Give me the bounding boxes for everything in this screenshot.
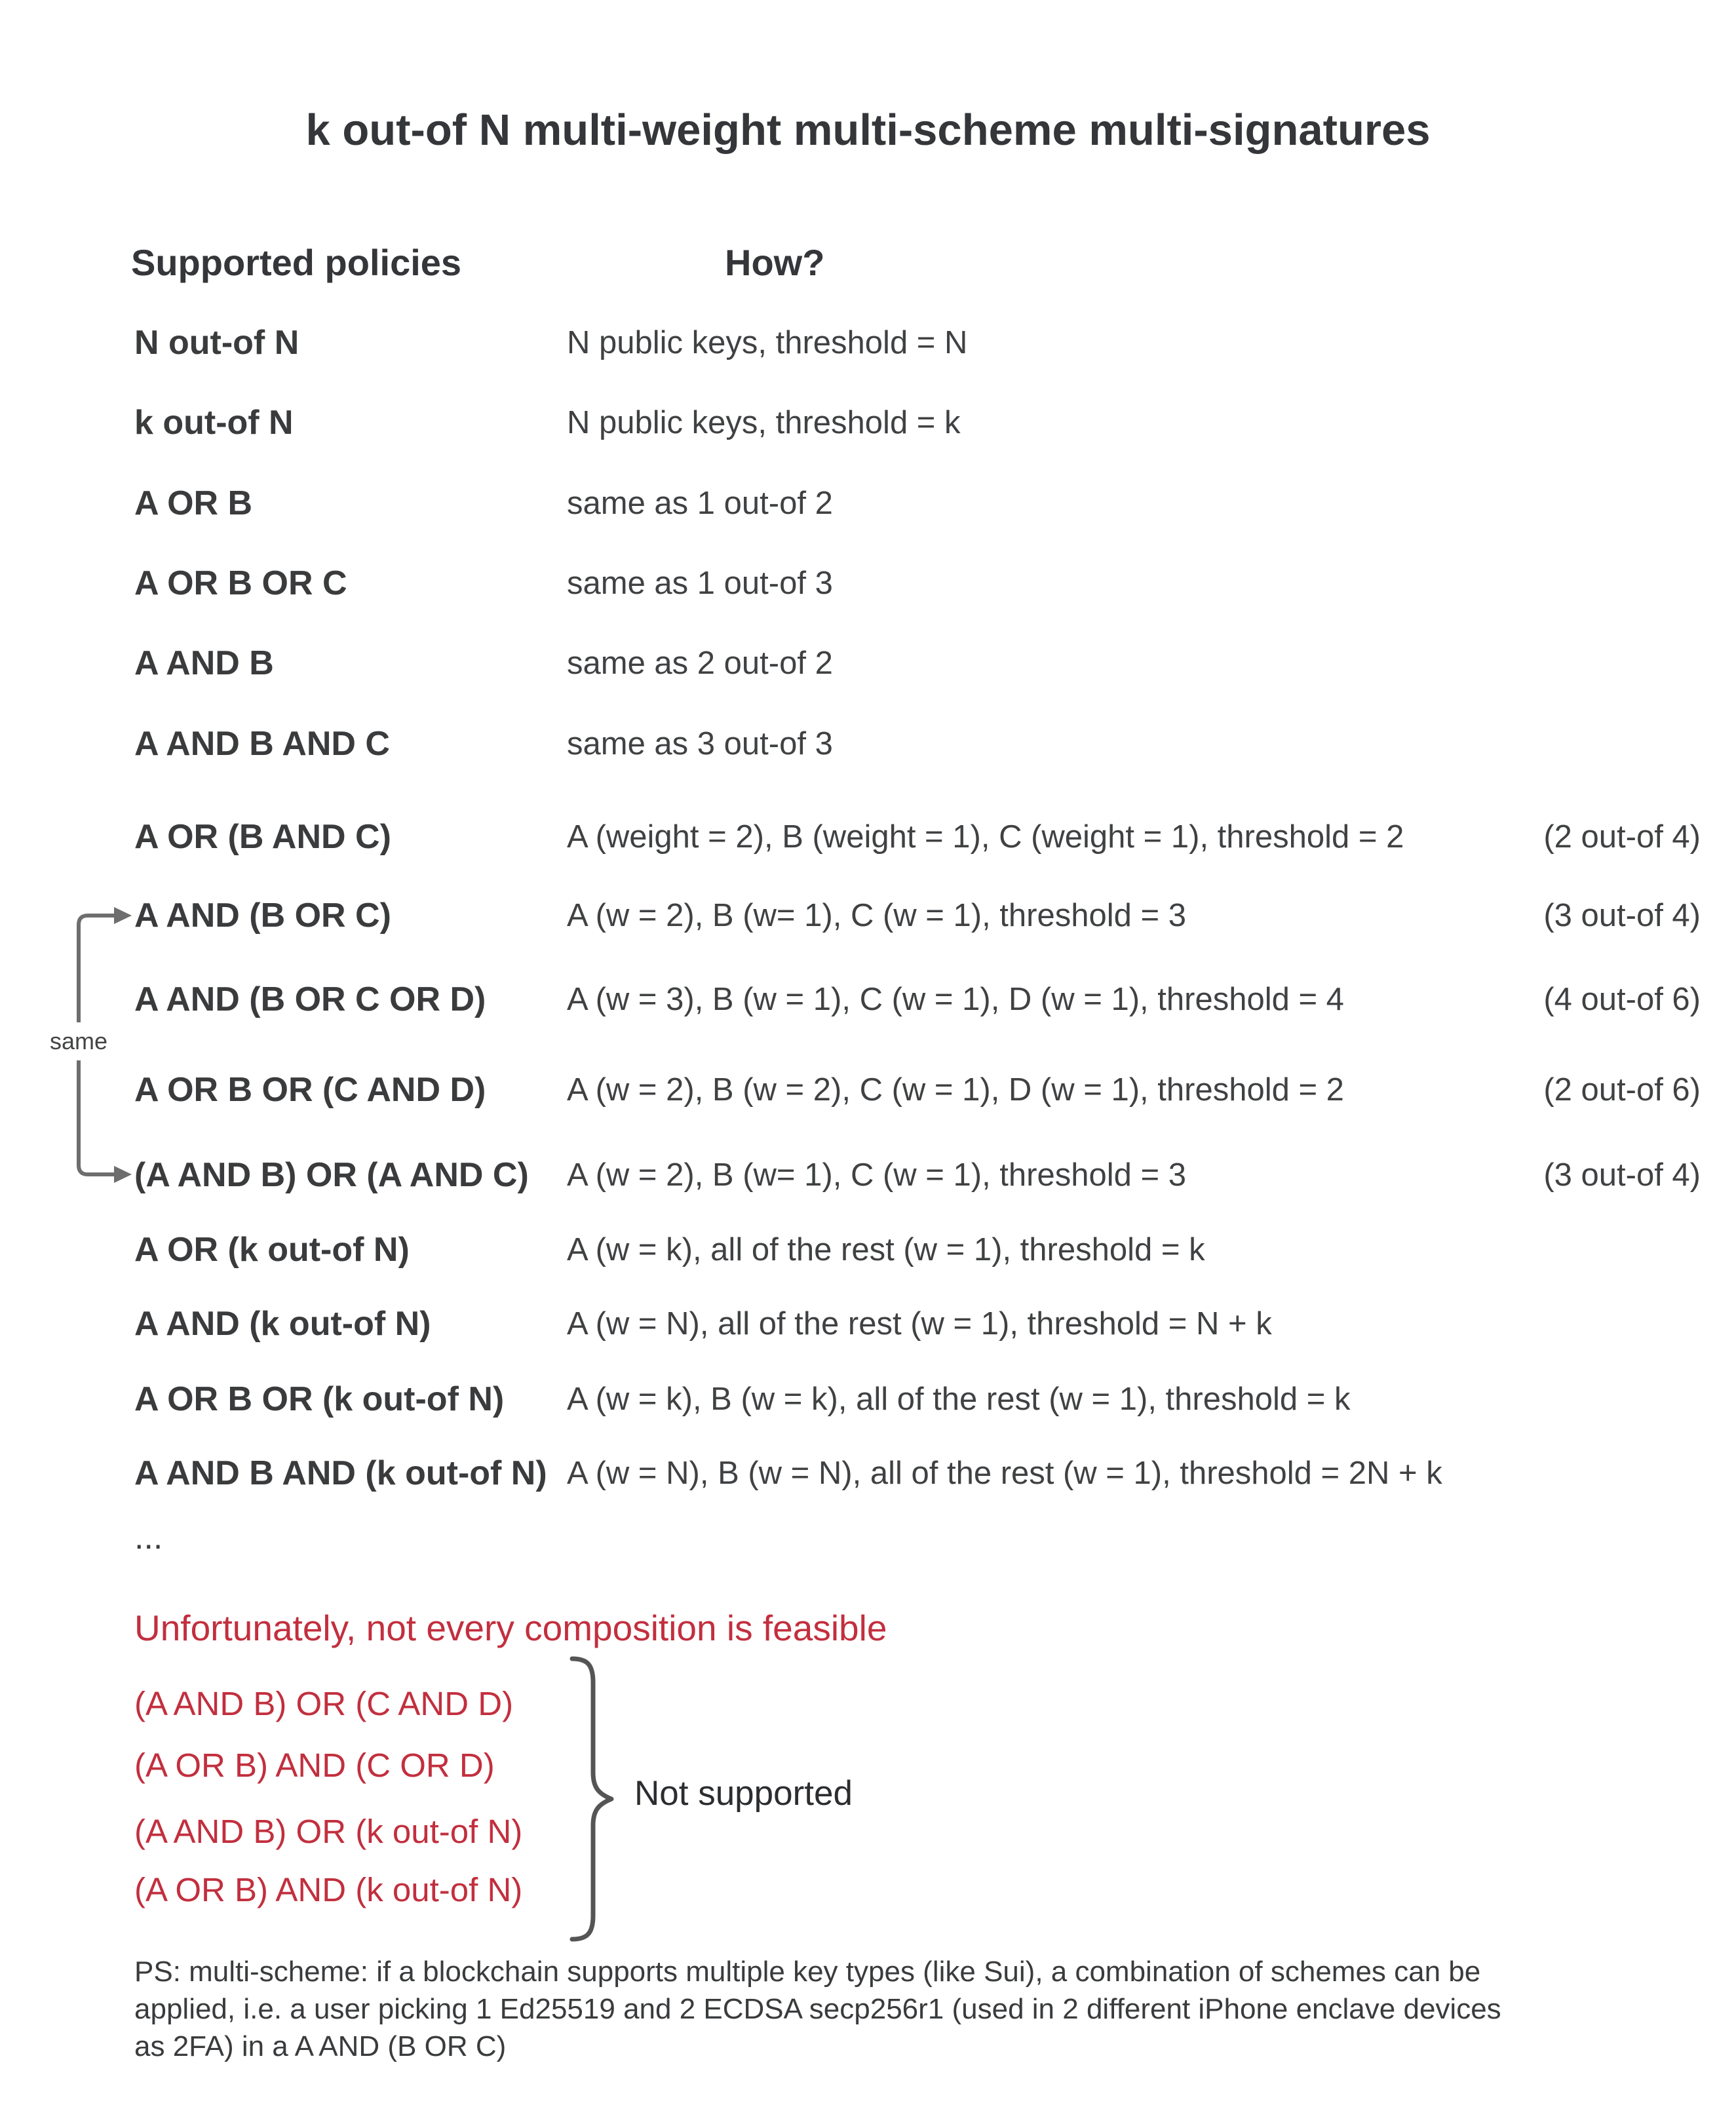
how-text: A (w = N), all of the rest (w = 1), threshold = N + k: [567, 1306, 1272, 1342]
table-row: [0, 476, 1736, 530]
table-row: [0, 1297, 1736, 1351]
how-text: A (w = 2), B (w= 1), C (w = 1), threshold = 3: [567, 1157, 1186, 1193]
table-row: [0, 396, 1736, 450]
table-row: [0, 810, 1736, 864]
ps-note-line: PS: multi-scheme: if a blockchain supports multiple key types (like Sui), a combination of schemes can be: [134, 1956, 1481, 1988]
how-text: same as 2 out-of 2: [567, 646, 833, 681]
how-text: A (w = N), B (w = N), all of the rest (w = 1), threshold = 2N + k: [567, 1456, 1442, 1491]
table-row: [0, 717, 1736, 771]
curly-brace-icon: [567, 1655, 626, 1943]
table-row: [0, 1223, 1736, 1277]
how-text: same as 3 out-of 3: [567, 726, 833, 762]
how-text: A (weight = 2), B (weight = 1), C (weight = 1), threshold = 2: [567, 819, 1404, 855]
policy-label: A OR B OR C: [134, 564, 347, 602]
infeasible-item: (A OR B) AND (k out-of N): [134, 1871, 523, 1908]
policy-label: A AND B AND (k out-of N): [134, 1454, 547, 1492]
how-text: N public keys, threshold = N: [567, 325, 968, 360]
table-row: [0, 636, 1736, 690]
infeasible-heading: Unfortunately, not every composition is feasible: [134, 1608, 887, 1648]
how-text: A (w = 2), B (w = 2), C (w = 1), D (w = 1), threshold = 2: [567, 1072, 1344, 1108]
policy-label: (A AND B) OR (A AND C): [134, 1156, 529, 1194]
how-text: A (w = 2), B (w= 1), C (w = 1), threshold = 3: [567, 898, 1186, 933]
not-supported-label: Not supported: [634, 1774, 853, 1813]
policy-label: A OR B OR (k out-of N): [134, 1380, 505, 1418]
out-of-note: (3 out-of 4): [1543, 1157, 1701, 1193]
ps-note: [134, 1953, 1707, 2065]
table-row: [0, 556, 1736, 610]
ps-note-line: applied, i.e. a user picking 1 Ed25519 and 2 ECDSA secp256r1 (used in 2 different iPhone enclave devices: [134, 1993, 1501, 2025]
table-row: [0, 973, 1736, 1026]
how-text: same as 1 out-of 3: [567, 566, 833, 601]
same-label: same: [36, 1022, 121, 1060]
how-text: A (w = 3), B (w = 1), C (w = 1), D (w = 1), threshold = 4: [567, 982, 1344, 1017]
policy-label: N out-of N: [134, 324, 299, 362]
out-of-note: (2 out-of 4): [1543, 819, 1701, 855]
table-row: [0, 1063, 1736, 1117]
policy-label: k out-of N: [134, 404, 294, 442]
out-of-note: (3 out-of 4): [1543, 898, 1701, 933]
page-title: k out-of N multi-weight multi-scheme multi-signatures: [305, 106, 1431, 155]
ellipsis-row: ...: [134, 1518, 163, 1556]
policy-label: A OR (k out-of N): [134, 1231, 410, 1269]
infeasible-item: (A AND B) OR (C AND D): [134, 1685, 514, 1722]
infeasible-item: (A AND B) OR (k out-of N): [134, 1813, 523, 1850]
table-row: [0, 1446, 1736, 1500]
column-header-supported-policies: Supported policies: [131, 242, 462, 283]
policy-label: A AND (B OR C): [134, 897, 391, 935]
infeasible-item: (A OR B) AND (C OR D): [134, 1747, 495, 1784]
arrow-right-icon: [114, 907, 132, 924]
policy-label: A AND (B OR C OR D): [134, 980, 486, 1018]
policy-label: A OR (B AND C): [134, 818, 391, 856]
policy-label: A AND B: [134, 644, 274, 682]
how-text: same as 1 out-of 2: [567, 486, 833, 521]
policy-label: A OR B OR (C AND D): [134, 1071, 486, 1109]
table-row: [0, 1148, 1736, 1202]
how-text: A (w = k), B (w = k), all of the rest (w = 1), threshold = k: [567, 1382, 1351, 1417]
policy-label: A OR B: [134, 484, 253, 522]
policy-label: A AND (k out-of N): [134, 1305, 431, 1343]
out-of-note: (2 out-of 6): [1543, 1072, 1701, 1108]
ps-note-line: as 2FA) in a A AND (B OR C): [134, 2030, 507, 2062]
out-of-note: (4 out-of 6): [1543, 982, 1701, 1017]
table-row: [0, 889, 1736, 942]
policy-label: A AND B AND C: [134, 725, 390, 763]
table-row: [0, 1372, 1736, 1426]
table-row: [0, 316, 1736, 370]
column-header-how: How?: [725, 242, 825, 283]
how-text: N public keys, threshold = k: [567, 405, 961, 440]
how-text: A (w = k), all of the rest (w = 1), threshold = k: [567, 1232, 1205, 1267]
arrow-right-icon: [114, 1166, 132, 1183]
